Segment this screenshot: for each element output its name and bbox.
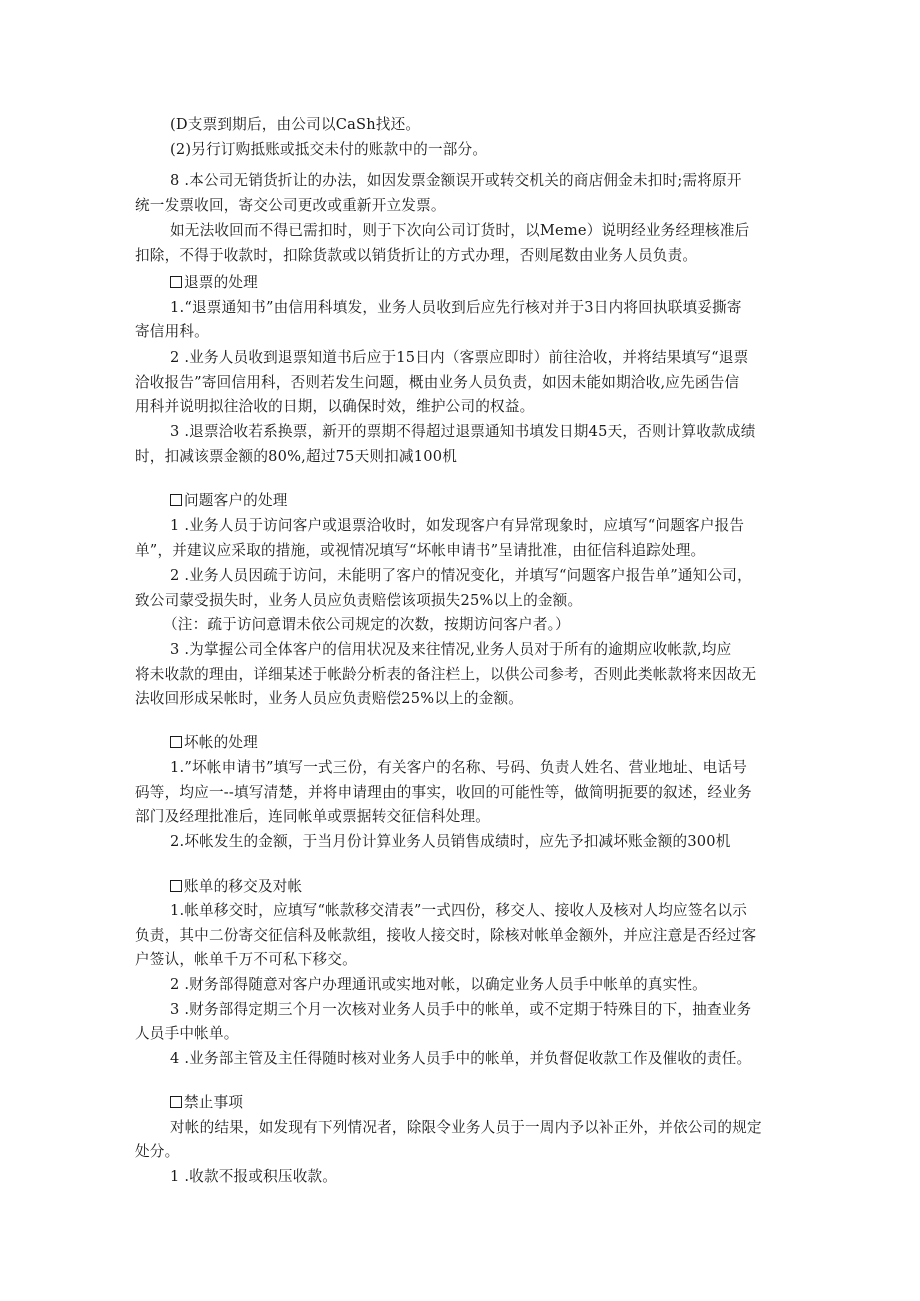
section-heading-label: 退票的处理 [184,274,258,291]
text-line: 1.帐单移交时，应填写“帐款移交清表”一式四份，移交人、接收人及核对人均应签名以示 [170,902,748,919]
text-line: 3 .财务部得定期三个月一次核对业务人员手中的帐单，或不定期于特殊目的下，抽查业务 [170,1001,752,1018]
text-line: 4 .业务部主管及主任得随时核对业务人员手中的帐单，并负督促收款工作及催收的责任。 [170,1050,752,1067]
text-line: 1 .业务人员于访问客户或退票洽收时，如发现客户有异常现象时，应填写“问题客户报告 [170,517,745,534]
text-line: 2 .财务部得随意对客户办理通讯或实地对帐，以确定业务人员手中帐单的真实性。 [170,976,707,993]
text-line: 如无法收回而不得已需扣时，则于下次向公司订货时，以Meme）说明经业务经理核准后 [170,222,750,239]
text-line: 负责，其中二份寄交征信科及帐款组，接收人接交时，除核对帐单金额外，并应注意是否经过客 [135,927,757,944]
checkbox-icon [170,494,182,506]
text-line: 部门及经理批准后，连同帐单或票据转交征信科处理。 [135,808,491,825]
section-heading-bad-debts [170,731,258,755]
text-line: 人员手中帐单。 [135,1025,239,1042]
section-heading-problem-customers [170,489,288,513]
text-line: 对帐的结果，如发现有下列情况者，除限令业务人员于一周内予以补正外，并依公司的规定 [170,1119,762,1136]
section-heading-label: 禁止事项 [184,1094,244,1111]
text-line: (D支票到期后，由公司以CaSh找还。 [170,116,421,133]
text-line: 洽收报告”寄回信用科，否则若发生问题，概由业务人员负责，如因未能如期洽收,应先函告信 [135,374,740,391]
checkbox-icon [170,1096,182,1108]
text-line: 1 .收款不报或积压收款。 [170,1168,338,1185]
text-line: 8 .本公司无销货折让的办法，如因发票金额误开或转交机关的商店佣金未扣时;需将原开 [170,172,742,189]
text-line: 统一发票收回，寄交公司更改或重新开立发票。 [135,197,446,214]
text-line: 扣除，不得于收款时，扣除货款或以销货折让的方式办理，否则尾数由业务人员负责。 [135,247,698,264]
text-line: 1.”坏帐申请书”填写一式三份，有关客户的名称、号码、负责人姓名、营业地址、电话号 [170,759,748,776]
text-line: 户签认，帐单千万不可私下移交。 [135,951,357,968]
checkbox-icon [170,736,182,748]
text-line: 码等，均应一--填写清楚，并将申请理由的事实，收回的可能性等，做简明扼要的叙述，经业务 [135,784,752,801]
text-line: 用科并说明拟往洽收的日期，以确保时效，维护公司的权益。 [135,398,535,415]
text-line: 2 .业务人员收到退票知道书后应于15日内（客票应即时）前往洽收，并将结果填写“退票 [170,349,749,366]
text-line: 寄信用科。 [135,323,209,340]
section-heading-label: 坏帐的处理 [184,734,258,751]
text-line: 2 .业务人员因疏于访问，未能明了客户的情况变化，并填写“问题客户报告单”通知公司， [170,567,752,584]
text-line: (2)另行订购抵账或抵交未付的账款中的一部分。 [170,141,488,158]
text-line: 处分。 [135,1143,180,1160]
checkbox-icon [170,880,182,892]
text-line: 1.“退票通知书”由信用科填发，业务人员收到后应先行核对并于3日内将回执联填妥撕寄 [170,299,742,316]
text-line: 将未收款的理由，详细某述于帐龄分析表的备注栏上，以供公司参考，否则此类帐款将来因故无 [135,666,757,683]
text-line: 2.坏帐发生的金额，于当月份计算业务人员销售成绩时，应先予扣减坏账金额的300机 [170,833,731,850]
section-heading-bill-transfer [170,875,302,899]
section-heading-label: 账单的移交及对帐 [184,878,303,895]
note-line: （注：疏于访问意谓未依公司规定的次数，按期访问客户者。） [163,616,570,633]
section-heading-prohibited-items [170,1091,243,1115]
section-heading-returned-checks [170,271,258,295]
checkbox-icon [170,276,182,288]
text-line: 法收回形成呆帐时，业务人员应负责赔偿25%以上的金额。 [135,690,524,707]
text-line: 时，扣减该票金额的80%,超过75天则扣减100机 [135,448,458,465]
text-line: 致公司蒙受损失时，业务人员应负责赔偿该项损失25%以上的金额。 [135,592,583,609]
section-heading-label: 问题客户的处理 [184,492,288,509]
text-line: 3 .退票洽收若系换票，新开的票期不得超过退票通知书填发日期45天，否则计算收款成绩 [170,423,756,440]
text-line: 单”，并建议应采取的措施，或视情况填写“坏帐申请书”呈请批准，由征信科追踪处理。 [135,542,706,559]
text-line: 3 .为掌握公司全体客户的信用状况及来往情况,业务人员对于所有的逾期应收帐款,均应 [170,641,732,658]
